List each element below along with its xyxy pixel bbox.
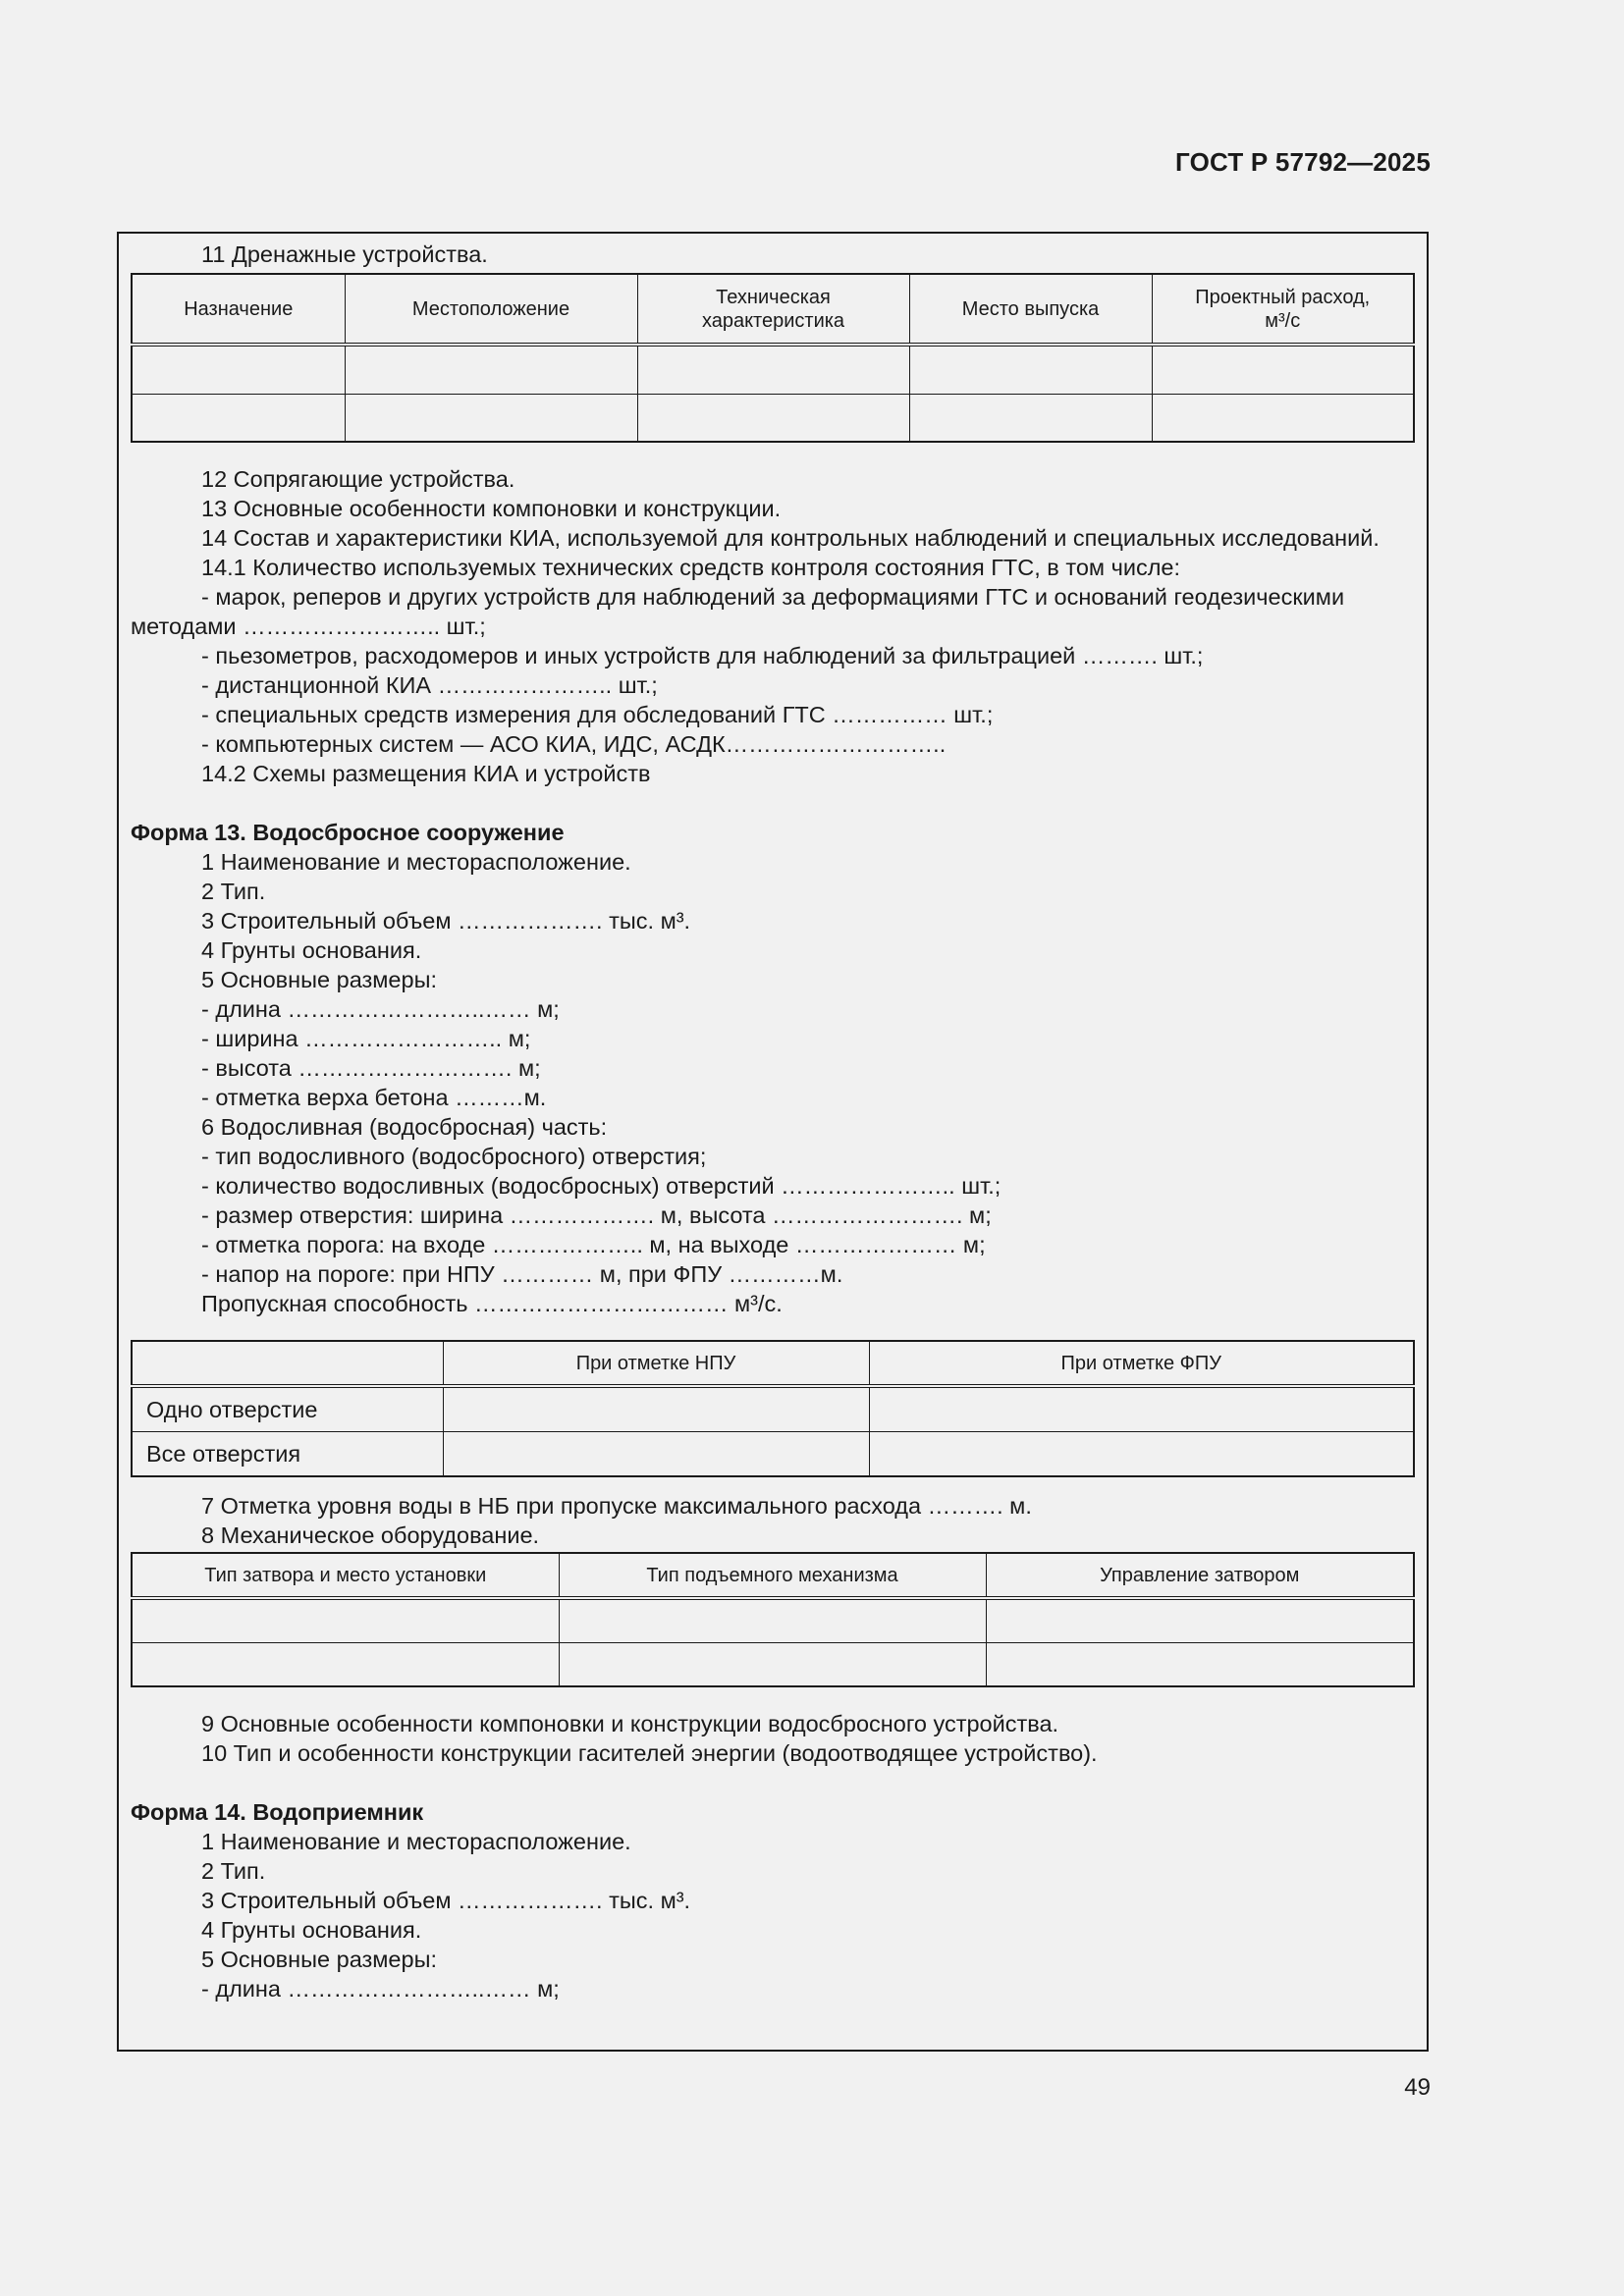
list-item: 2 Тип.: [201, 1858, 266, 1884]
table-cell: [869, 1431, 1414, 1476]
page-number: 49: [1404, 2074, 1431, 2101]
table-cell: [909, 394, 1152, 442]
list-item: 4 Грунты основания.: [201, 1917, 422, 1943]
list-item: 5 Основные размеры:: [201, 967, 437, 992]
drainage-table: [131, 273, 1415, 443]
table-cell: [132, 1642, 559, 1686]
form-13-title: Форма 13. Водосбросное сооружение: [131, 820, 565, 845]
drainage-header-outlet: Место выпуска: [909, 274, 1152, 345]
item-11: 11 Дренажные устройства.: [201, 241, 488, 267]
table-cell: [869, 1386, 1414, 1431]
table-row: [132, 345, 1414, 394]
table-cell: [986, 1642, 1414, 1686]
drainage-header-purpose: Назначение: [132, 274, 345, 345]
list-item: - высота ………………………. м;: [201, 1055, 541, 1081]
table-cell: [345, 345, 637, 394]
list-item: - марок, реперов и других устройств для наблюдений за деформациями ГТС и оснований геодезическими: [201, 584, 1345, 610]
item-8: 8 Механическое оборудование.: [201, 1522, 540, 1548]
table-cell: [132, 394, 345, 442]
table-cell: [637, 394, 909, 442]
list-item: - длина ……………………..…… м;: [201, 996, 560, 1022]
item-14-2: 14.2 Схемы размещения КИА и устройств: [201, 761, 651, 786]
page-content: [131, 240, 1417, 2003]
list-item: 6 Водосливная (водосбросная) часть:: [201, 1114, 608, 1140]
table-cell: [132, 1598, 559, 1642]
capacity-header-npu: При отметке НПУ: [443, 1341, 869, 1386]
list-item: - напор на пороге: при НПУ ………… м, при ФПУ …………м.: [201, 1261, 843, 1287]
table-cell: [345, 394, 637, 442]
drainage-header-location: Местоположение: [345, 274, 637, 345]
equipment-table: [131, 1552, 1415, 1687]
table-row: [132, 1598, 1414, 1642]
table-cell: [559, 1598, 986, 1642]
equipment-header-gate: Тип затвора и место установки: [132, 1553, 559, 1598]
form-14-title: Форма 14. Водоприемник: [131, 1799, 424, 1825]
table-row: [132, 1386, 1414, 1431]
table-cell: [1152, 394, 1414, 442]
table-cell: [443, 1386, 869, 1431]
document-id: ГОСТ Р 57792—2025: [1175, 147, 1431, 177]
item-14-1: 14.1 Количество используемых технических средств контроля состояния ГТС, в том числе:: [201, 555, 1181, 580]
item-9: 9 Основные особенности компоновки и конструкции водосбросного устройства.: [201, 1711, 1059, 1736]
drainage-header-characteristic: Техническая характеристика: [637, 274, 909, 345]
table-cell: [637, 345, 909, 394]
item-10: 10 Тип и особенности конструкции гасителей энергии (водоотводящее устройство).: [201, 1740, 1098, 1766]
list-item: - размер отверстия: ширина ………………. м, высота ……………………. м;: [201, 1202, 992, 1228]
item-13: 13 Основные особенности компоновки и конструкции.: [201, 496, 782, 521]
list-item: - дистанционной КИА ………………….. шт.;: [201, 672, 658, 698]
item-12: 12 Сопрягающие устройства.: [201, 466, 515, 492]
table-row: [132, 1642, 1414, 1686]
list-item: 2 Тип.: [201, 879, 266, 904]
list-item: - ширина …………………….. м;: [201, 1026, 531, 1051]
list-item: 4 Грунты основания.: [201, 937, 422, 963]
table-row: [132, 1431, 1414, 1476]
equipment-header-hoist: Тип подъемного механизма: [559, 1553, 986, 1598]
list-item: - пьезометров, расходомеров и иных устройств для наблюдений за фильтрацией ………. шт.;: [201, 643, 1204, 668]
table-cell: [1152, 345, 1414, 394]
drainage-header-discharge: Проектный расход, м³/с: [1152, 274, 1414, 345]
list-item: - компьютерных систем — АСО КИА, ИДС, АСДК………………………..: [201, 731, 947, 757]
table-cell: [986, 1598, 1414, 1642]
row-label-all-openings: Все отверстия: [132, 1431, 443, 1476]
capacity-header-fpu: При отметке ФПУ: [869, 1341, 1414, 1386]
list-item: - количество водосливных (водосбросных) отверстий ………………….. шт.;: [201, 1173, 1001, 1199]
capacity-table: [131, 1340, 1415, 1477]
item-7: 7 Отметка уровня воды в НБ при пропуске максимального расхода ………. м.: [201, 1493, 1032, 1519]
list-item: - отметка верха бетона ………м.: [201, 1085, 547, 1110]
capacity-header-blank: [132, 1341, 443, 1386]
list-item: 3 Строительный объем ………………. тыс. м³.: [201, 1888, 691, 1913]
list-item-continuation: методами …………………….. шт.;: [131, 614, 486, 639]
list-item: - тип водосливного (водосбросного) отверстия;: [201, 1144, 707, 1169]
list-item: 1 Наименование и месторасположение.: [201, 849, 631, 875]
table-cell: [909, 345, 1152, 394]
list-item: 3 Строительный объем ………………. тыс. м³.: [201, 908, 691, 934]
table-cell: [443, 1431, 869, 1476]
list-item: - длина ……………………..…… м;: [201, 1976, 560, 2002]
equipment-header-control: Управление затвором: [986, 1553, 1414, 1598]
list-item: 5 Основные размеры:: [201, 1947, 437, 1972]
table-row: [132, 394, 1414, 442]
row-label-one-opening: Одно отверстие: [132, 1386, 443, 1431]
list-item: - специальных средств измерения для обследований ГТС …………… шт.;: [201, 702, 994, 727]
table-cell: [559, 1642, 986, 1686]
item-14: 14 Состав и характеристики КИА, используемой для контрольных наблюдений и специальных исследований.: [201, 525, 1380, 551]
list-item: 1 Наименование и месторасположение.: [201, 1829, 631, 1854]
table-cell: [132, 345, 345, 394]
list-item: Пропускная способность …………………………… м³/с.: [201, 1291, 783, 1316]
list-item: - отметка порога: на входе ……………….. м, на выходе ………………… м;: [201, 1232, 986, 1257]
